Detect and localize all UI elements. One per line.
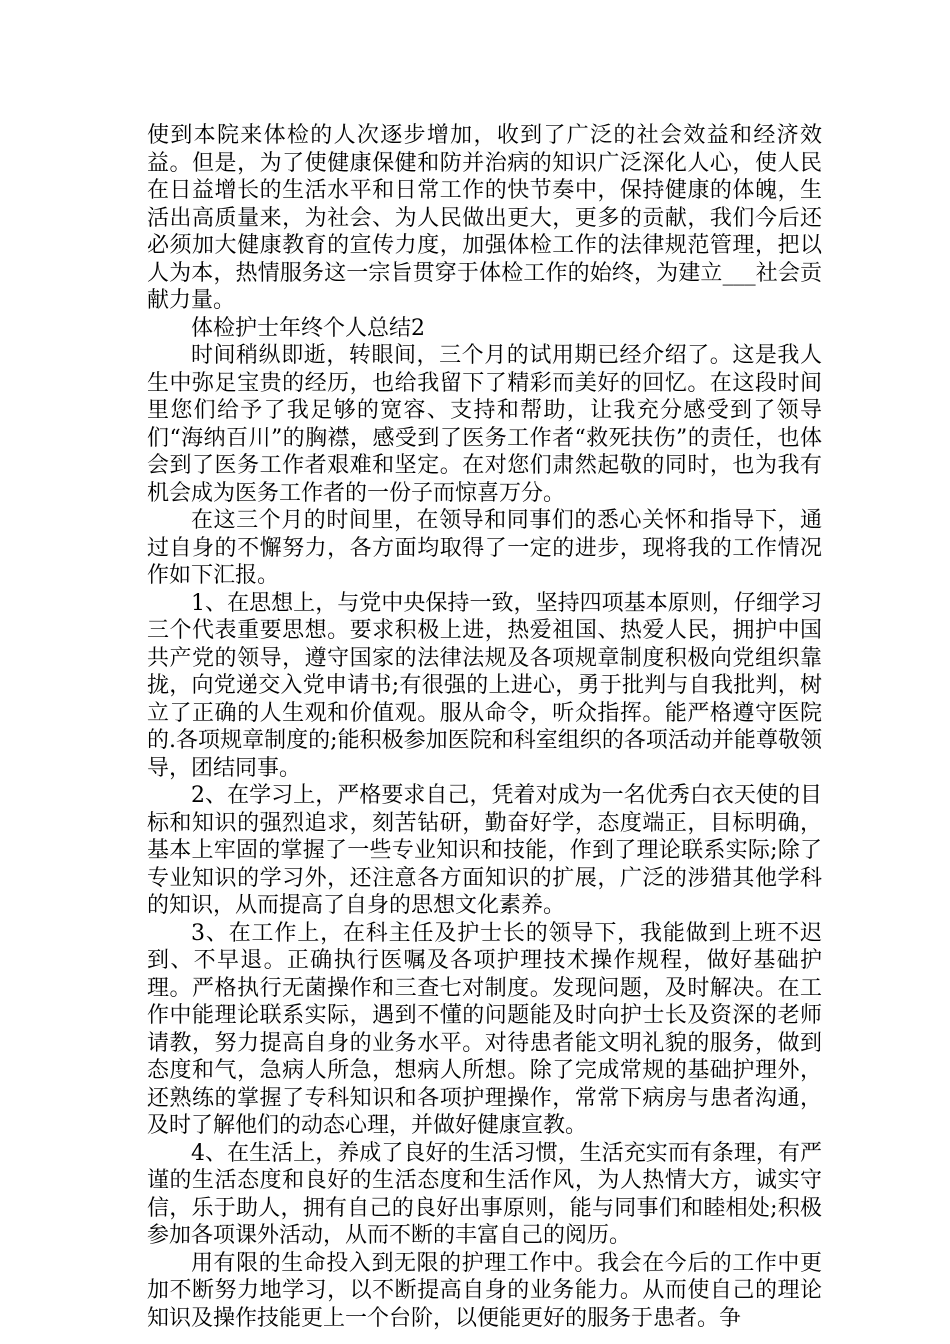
section-heading: 体检护士年终个人总结2 xyxy=(191,315,425,341)
paragraph-report-lead: 在这三个月的时间里，在领导和同事们的悉心关怀和指导下，通过自身的不懈努力，各方面均取得了一定的进步，现将我的工作情况作如下汇报。 xyxy=(147,508,822,588)
paragraph-outlook: 用有限的生命投入到无限的护理工作中。我会在今后的工作中更加不断努力地学习，以不断提高自身的业务能力。从而使自己的理论知识及操作技能更上一个台阶，以便能更好的服务于患者。争 xyxy=(147,1250,822,1331)
paragraph-work: 3、在工作上，在科主任及护士长的领导下，我能做到上班不迟到、不早退。正确执行医嘱及各项护理技术操作规程，做好基础护理。严格执行无菌操作和三查七对制度。发现问题，及时解决。在工作中能理论联系实际，遇到不懂的问题能及时向护士长及资深的老师请教，努力提高自身的业务水平。对待患者能文明礼貌的服务，做到态度和气，急病人所急，想病人所想。除了完成常规的基础护理外，还熟练的掌握了专科知识和各项护理操作，常常下病房与患者沟通，及时了解他们的动态心理，并做好健康宣教。 xyxy=(147,920,822,1138)
paragraph-study: 2、在学习上，严格要求自己，凭着对成为一名优秀白衣天使的目标和知识的强烈追求，刻苦钻研，勤奋好学，态度端正，目标明确，基本上牢固的掌握了一些专业知识和技能，作到了理论联系实际;除了专业知识的学习外，还注意各方面知识的扩展，广泛的涉猎其他学科的知识，从而提高了自身的思想文化素养。 xyxy=(147,783,822,918)
document-body xyxy=(147,122,822,1332)
paragraph-intro: 时间稍纵即逝，转眼间，三个月的试用期已经介绍了。这是我人生中弥足宝贵的经历，也给我留下了精彩而美好的回忆。在这段时间里您们给予了我足够的宽容、支持和帮助，让我充分感受到了领导们“海纳百川”的胸襟，感受到了医务工作者“救死扶伤”的责任，也体会到了医务工作者艰难和坚定。在对您们肃然起敬的同时，也为我有机会成为医务工作者的一份子而惊喜万分。 xyxy=(147,343,822,506)
paragraph-thought: 1、在思想上，与党中央保持一致，坚持四项基本原则，仔细学习三个代表重要思想。要求积极上进，热爱祖国、热爱人民，拥护中国共产党的领导，遵守国家的法律法规及各项规章制度积极向党组织靠拢，向党递交入党申请书;有很强的上进心，勇于批判与自我批判，树立了正确的人生观和价值观。服从命令，听众指挥。能严格遵守医院的.各项规章制度的;能积极参加医院和科室组织的各项活动并能尊敬领导，团结同事。 xyxy=(147,590,822,781)
paragraph-continuation: 使到本院来体检的人次逐步增加，收到了广泛的社会效益和经济效益。但是，为了使健康保健和防并治病的知识广泛深化人心，使人民在日益增长的生活水平和日常工作的快节奏中，保持健康的体魄，生活出高质量来，为社会、为人民做出更大，更多的贡献，我们今后还必须加大健康教育的宣传力度，加强体检工作的法律规范管理，把以人为本，热情服务这一宗旨贯穿于体检工作的始终，为建立___社会贡献力量。 xyxy=(147,123,822,313)
paragraph-life: 4、在生活上，养成了良好的生活习惯，生活充实而有条理，有严谨的生活态度和良好的生活态度和生活作风，为人热情大方，诚实守信，乐于助人，拥有自己的良好出事原则，能与同事们和睦相处;积极参加各项课外活动，从而不断的丰富自己的阅历。 xyxy=(147,1140,822,1248)
